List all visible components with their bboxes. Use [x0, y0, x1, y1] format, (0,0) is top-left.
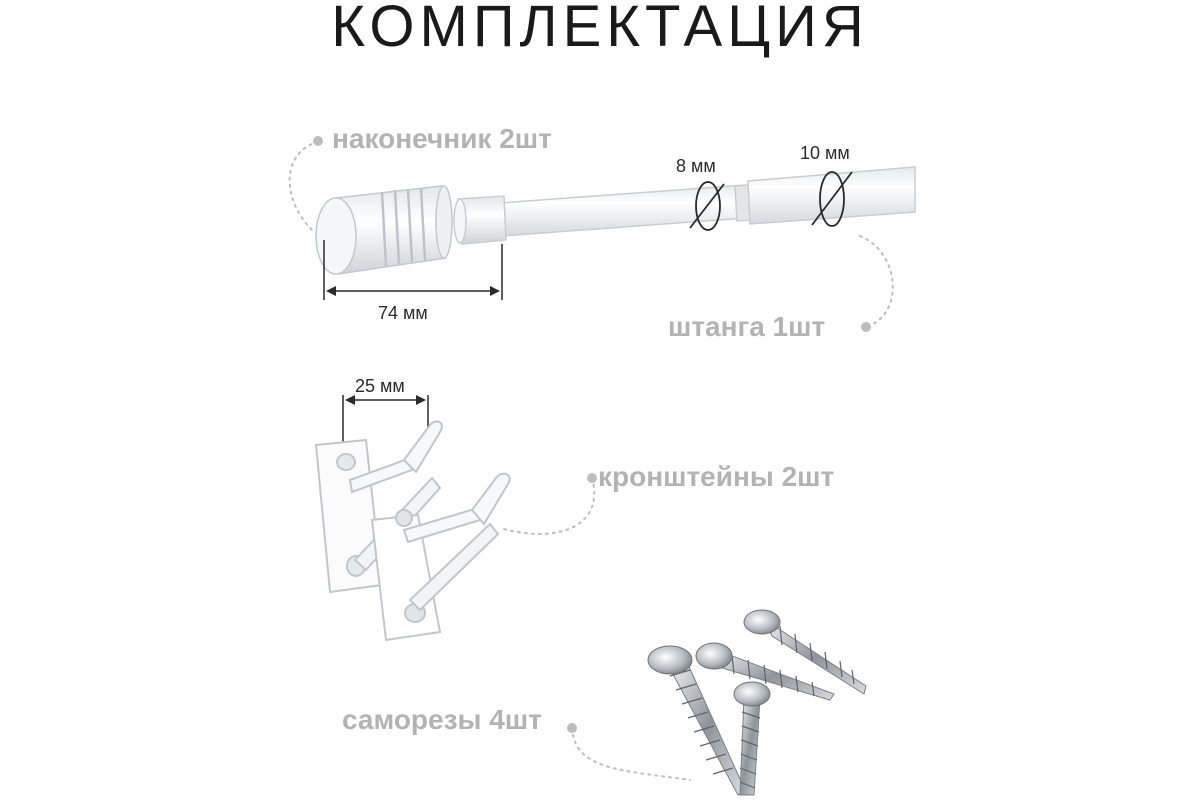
finial-length-text: 74 мм — [378, 303, 428, 323]
screws-label: саморезы 4шт — [342, 704, 542, 735]
finial-leader-dot — [313, 136, 323, 146]
screws-leader-line — [572, 728, 690, 780]
curtain-rod — [454, 167, 915, 244]
screw-3 — [744, 610, 866, 694]
brackets-leader-dot — [587, 473, 597, 483]
bracket-width-text: 25 мм — [355, 376, 405, 396]
bracket-front — [372, 474, 510, 640]
rod-diameter-large-text: 10 мм — [800, 143, 850, 163]
page-title: КОМПЛЕКТАЦИЯ — [331, 0, 869, 59]
rod-leader-dot — [861, 322, 871, 332]
brackets-leader-line — [500, 478, 594, 534]
rod-leader-line — [860, 236, 893, 327]
brackets-label: кронштейны 2шт — [598, 461, 835, 492]
screws-leader-dot — [567, 723, 577, 733]
rod-diameter-small-text: 8 мм — [676, 156, 716, 176]
rod-label: штанга 1шт — [668, 311, 826, 342]
finial-label: наконечник 2шт — [332, 123, 552, 154]
finial — [316, 186, 452, 274]
finial-leader-line — [290, 142, 318, 230]
